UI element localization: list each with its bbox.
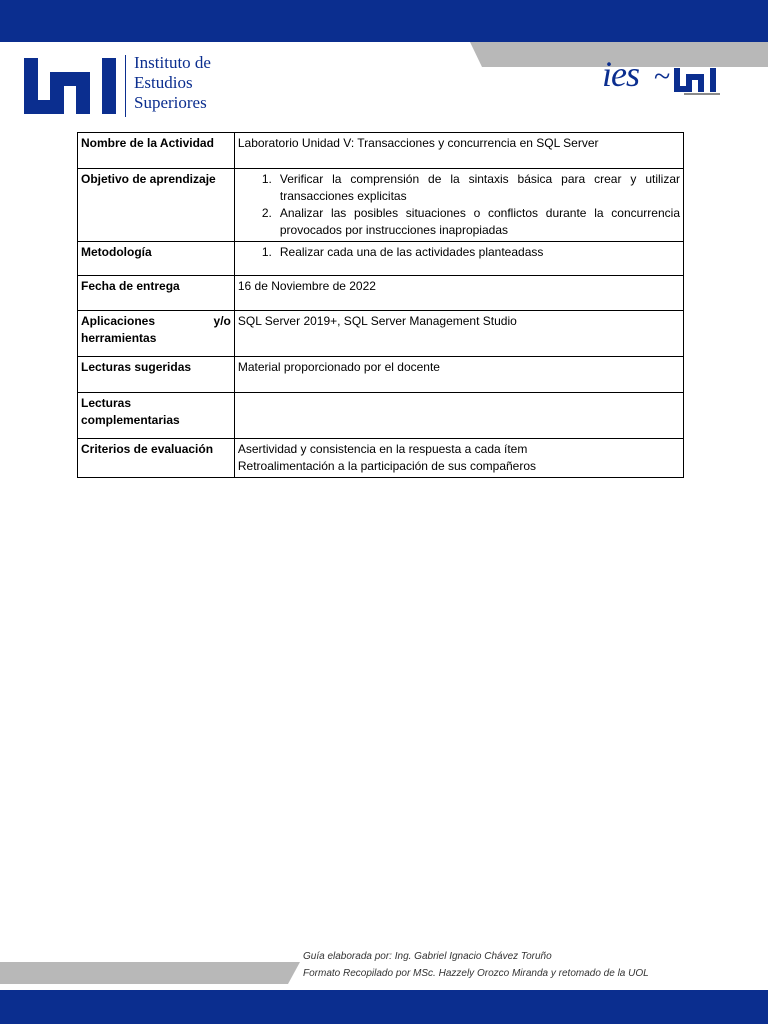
label-part: complementarias [81, 413, 180, 427]
table-row [78, 276, 684, 311]
label-part: Aplicaciones [81, 314, 156, 328]
institution-line-2: Estudios [134, 73, 193, 92]
list-text: Verificar la comprensión de la sintaxis básica para crear y utilizar transacciones explicitas [279, 172, 680, 203]
row-label: Metodología [78, 242, 235, 276]
row-label: Criterios de evaluación [78, 439, 235, 478]
ies-logo-tilde: ~ [654, 60, 671, 93]
row-value [234, 242, 683, 276]
row-label [78, 311, 235, 357]
table-row [78, 133, 684, 169]
table-row [78, 357, 684, 393]
value-line: Asertividad y consistencia en la respuesta a cada ítem [237, 442, 528, 456]
row-label: Fecha de entrega [78, 276, 235, 311]
list-text: Analizar las posibles situaciones o conflictos durante la concurrencia provocados por instrucciones inapropiadas [279, 206, 680, 237]
table-row [78, 242, 684, 276]
value-line: Retroalimentación a la participación de sus compañeros [237, 459, 537, 473]
row-value: 16 de Noviembre de 2022 [234, 276, 683, 311]
ies-uni-logo [674, 68, 724, 96]
label-part: herramientas [81, 331, 157, 345]
institution-name [134, 53, 211, 113]
footer-line-2: Formato Recopilado por MSc. Hazzely Orozco Miranda y retomado de la UOL [303, 968, 649, 979]
row-value [234, 393, 683, 439]
logo-divider [125, 55, 126, 117]
methodology-list [238, 244, 680, 261]
row-label: Lecturas sugeridas [78, 357, 235, 393]
list-text: Realizar cada una de las actividades planteadass [279, 245, 544, 259]
bottom-footer-band [0, 990, 768, 1024]
objectives-list [238, 171, 680, 239]
list-number: 1. [261, 245, 272, 259]
row-value: Laboratorio Unidad V: Transacciones y concurrencia en SQL Server [234, 133, 683, 169]
list-number: 2. [261, 206, 272, 220]
row-value: Material proporcionado por el docente [234, 357, 683, 393]
row-value [234, 439, 683, 478]
bottom-gray-accent [0, 962, 300, 984]
activity-table [77, 132, 684, 478]
footer-line-1: Guía elaborada por: Ing. Gabriel Ignacio Chávez Toruño [303, 951, 552, 962]
top-header-band [0, 0, 768, 42]
table-row [78, 311, 684, 357]
list-item [238, 171, 680, 205]
uni-logo [24, 56, 124, 116]
label-part: Lecturas [81, 396, 132, 410]
institution-line-1: Instituto de [134, 53, 211, 72]
list-item [238, 205, 680, 239]
list-number: 1. [261, 172, 272, 186]
table-row [78, 169, 684, 242]
ies-logo-text: ies [602, 54, 639, 94]
row-value: SQL Server 2019+, SQL Server Management Studio [234, 311, 683, 357]
row-label [78, 393, 235, 439]
row-value [234, 169, 683, 242]
list-item [238, 244, 680, 261]
table-row [78, 439, 684, 478]
table-row [78, 393, 684, 439]
institution-line-3: Superiores [134, 93, 207, 112]
footer-credits [303, 948, 649, 982]
label-part: y/o [213, 314, 231, 328]
row-label: Nombre de la Actividad [78, 133, 235, 169]
row-label: Objetivo de aprendizaje [78, 169, 235, 242]
